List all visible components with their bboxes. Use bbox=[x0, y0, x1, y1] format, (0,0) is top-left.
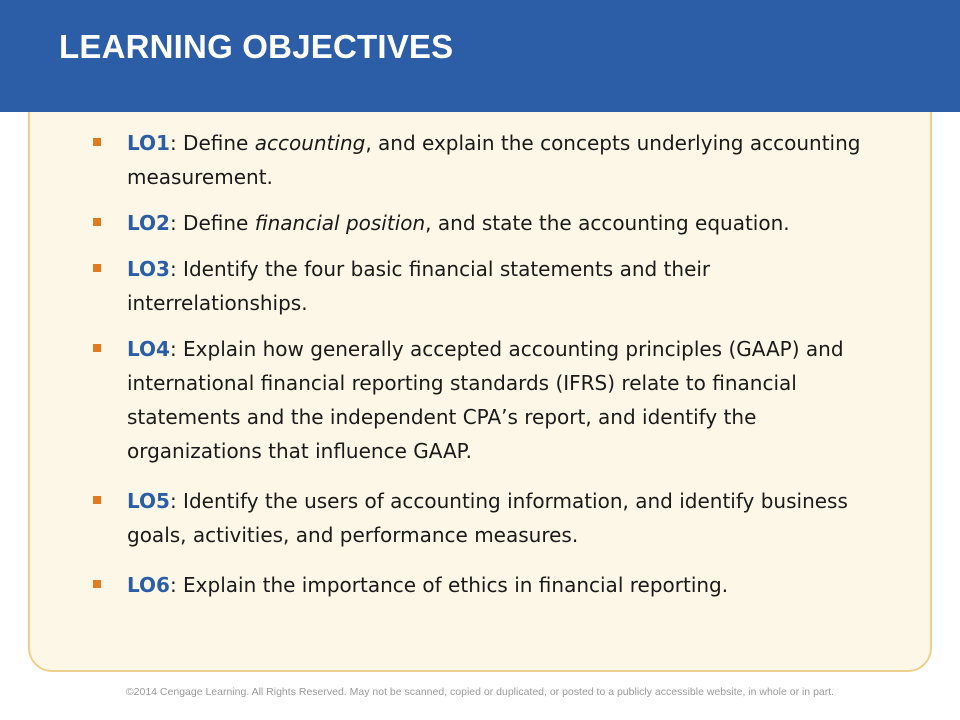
objective-item-lo1 bbox=[90, 126, 880, 194]
objective-code: LO3 bbox=[127, 257, 170, 281]
square-bullet-icon bbox=[93, 580, 101, 588]
objective-text: : Explain how generally accepted accounting principles (GAAP) and international financial reporting standards (IFRS) relate to financial statements and the independent CPA’s report, and identify the organizations that influence GAAP. bbox=[127, 337, 844, 463]
objective-text: : Identify the four basic financial statements and their interrelationships. bbox=[127, 257, 711, 315]
square-bullet-icon bbox=[93, 138, 101, 146]
objective-item-lo2 bbox=[90, 206, 880, 240]
objective-item-lo6 bbox=[90, 568, 880, 602]
objective-text: : Explain the importance of ethics in financial reporting. bbox=[169, 573, 729, 597]
square-bullet-icon bbox=[93, 344, 101, 352]
objective-text: : Define bbox=[169, 131, 255, 155]
copyright-footer: ©2014 Cengage Learning. All Rights Reserved. May not be scanned, copied or duplicated, or posted to a publicly accessible website, in whole or in part. bbox=[125, 686, 835, 698]
square-bullet-icon bbox=[93, 496, 101, 504]
objective-list bbox=[90, 126, 880, 614]
objective-text: , and state the accounting equation. bbox=[425, 211, 790, 235]
objective-text: : Define bbox=[169, 211, 255, 235]
objective-text: : Identify the users of accounting information, and identify business goals, activities, and performance measures. bbox=[127, 489, 848, 547]
objective-term: accounting bbox=[254, 131, 366, 155]
objective-code: LO4 bbox=[127, 337, 170, 361]
objective-text: , and explain the concepts underlying accounting measurement. bbox=[127, 131, 861, 189]
square-bullet-icon bbox=[93, 218, 101, 226]
objective-term: financial position bbox=[254, 211, 426, 235]
square-bullet-icon bbox=[93, 264, 101, 272]
objective-item-lo3 bbox=[90, 252, 880, 320]
objective-item-lo4 bbox=[90, 332, 880, 468]
objective-code: LO1 bbox=[127, 131, 170, 155]
objective-code: LO5 bbox=[127, 489, 170, 513]
objective-item-lo5 bbox=[90, 484, 880, 552]
objective-code: LO6 bbox=[127, 573, 170, 597]
objective-code: LO2 bbox=[127, 211, 170, 235]
slide-title: LEARNING OBJECTIVES bbox=[59, 28, 454, 65]
